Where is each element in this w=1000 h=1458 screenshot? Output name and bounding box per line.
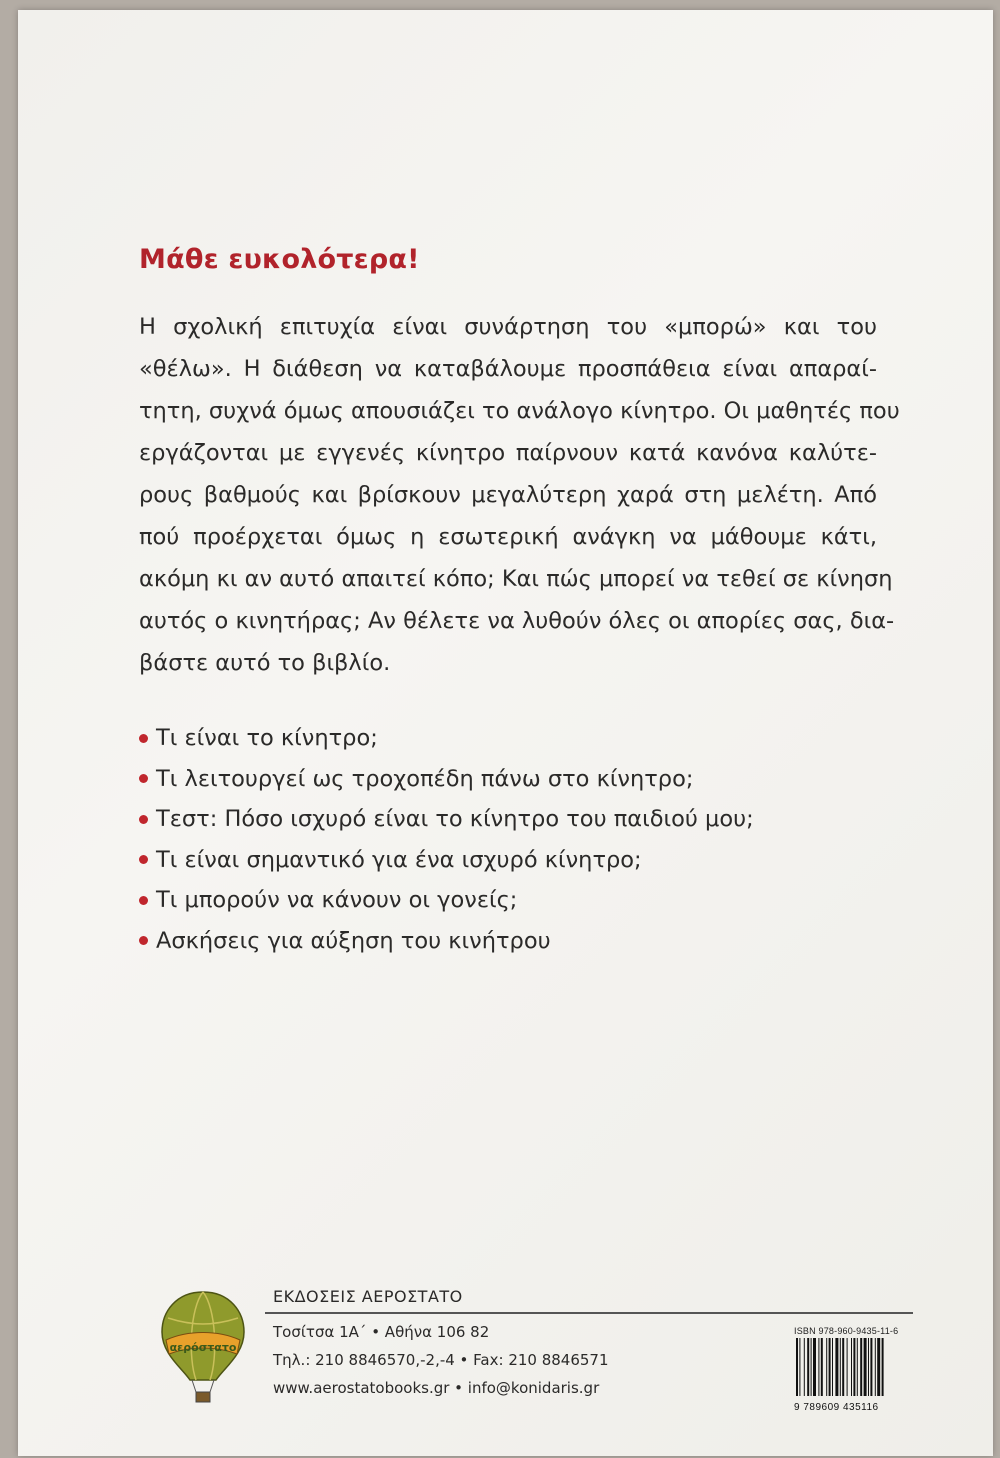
barcode-bar bbox=[870, 1338, 872, 1396]
barcode-bar bbox=[853, 1338, 855, 1396]
paragraph-line: αυτός ο κινητήρας; Αν θέλετε να λυθούν όλες οι απορίες σας, δια- bbox=[139, 608, 895, 634]
paragraph-line: ακόμη κι αν αυτό απαιτεί κόπο; Και πώς μπορεί να τεθεί σε κίνηση bbox=[139, 566, 893, 592]
isbn-barcode bbox=[794, 1326, 916, 1418]
paragraph-line: ρους βαθμούς και βρίσκουν μεγαλύτερη χαρά στη μελέτη. Από bbox=[139, 482, 877, 508]
bullet-dot-icon bbox=[139, 896, 148, 905]
publisher-web-email: www.aerostatobooks.gr • info@konidaris.gr bbox=[273, 1379, 600, 1397]
cover-heading: Μάθε ευκολότερα! bbox=[139, 244, 420, 275]
bullet-dot-icon bbox=[139, 774, 148, 783]
barcode-bar bbox=[868, 1338, 869, 1396]
bullet-text: Τι λειτουργεί ως τροχοπέδη πάνω στο κίνητρο; bbox=[156, 765, 694, 792]
barcode-bar bbox=[842, 1338, 844, 1396]
bullet-item bbox=[139, 759, 754, 800]
publisher-divider bbox=[265, 1312, 913, 1314]
publisher-name: ΕΚΔΟΣΕΙΣ ΑΕΡΟΣΤΑΤΟ bbox=[273, 1287, 463, 1306]
paragraph-line: Η σχολική επιτυχία είναι συνάρτηση του «μπορώ» και του bbox=[139, 314, 877, 340]
paragraph-line: «θέλω». Η διάθεση να καταβάλουμε προσπάθεια είναι απαραί- bbox=[139, 356, 877, 382]
paragraph-line: εργάζονται με εγγενές κίνητρο παίρνουν κατά κανόνα καλύτε- bbox=[139, 440, 877, 466]
isbn-label: ISBN 978-960-9435-11-6 bbox=[794, 1326, 899, 1336]
paragraph-line: βάστε αυτό το βιβλίο. bbox=[139, 650, 391, 676]
barcode-bar bbox=[877, 1338, 880, 1396]
bullet-item bbox=[139, 880, 754, 921]
bullet-text: Ασκήσεις για αύξηση του κινήτρου bbox=[156, 927, 551, 954]
barcode-bar bbox=[826, 1338, 827, 1396]
barcode-bar bbox=[821, 1338, 823, 1396]
barcode-bar bbox=[829, 1338, 831, 1396]
publisher-phones: Τηλ.: 210 8846570,-2,-4 • Fax: 210 8846571 bbox=[273, 1351, 609, 1369]
bullet-dot-icon bbox=[139, 855, 148, 864]
barcode-bar bbox=[882, 1338, 884, 1396]
barcode-number: 9 789609 435116 bbox=[794, 1402, 879, 1413]
bullet-dot-icon bbox=[139, 815, 148, 824]
barcode-bar bbox=[813, 1338, 816, 1396]
bullet-item bbox=[139, 718, 754, 759]
bullet-text: Τεστ: Πόσο ισχυρό είναι το κίνητρο του παιδιού μου; bbox=[156, 806, 754, 832]
description-paragraph bbox=[139, 306, 900, 684]
barcode-bar bbox=[799, 1338, 800, 1396]
barcode-bar bbox=[835, 1338, 838, 1396]
book-back-cover bbox=[18, 10, 993, 1456]
barcode-bar bbox=[864, 1338, 867, 1396]
publisher-balloon-logo-icon bbox=[158, 1288, 248, 1408]
barcode-bar bbox=[796, 1338, 798, 1396]
barcode-bar bbox=[857, 1338, 858, 1396]
barcode-bar bbox=[811, 1338, 812, 1396]
bullet-dot-icon bbox=[139, 734, 148, 743]
logo-text: αερόστατο bbox=[169, 1341, 237, 1354]
paragraph-line: τητη, συχνά όμως απουσιάζει το ανάλογο κίνητρο. Οι μαθητές που bbox=[139, 398, 900, 424]
barcode-bars-icon bbox=[794, 1336, 916, 1398]
barcode-bar bbox=[851, 1338, 852, 1396]
topic-bullet-list bbox=[139, 718, 754, 961]
paragraph-line: πού προέρχεται όμως η εσωτερική ανάγκη να μάθουμε κάτι, bbox=[139, 524, 877, 550]
barcode-bar bbox=[847, 1338, 848, 1396]
barcode-bar bbox=[875, 1338, 876, 1396]
bullet-item bbox=[139, 921, 754, 962]
barcode-bar bbox=[807, 1338, 809, 1396]
publisher-address: Τοσίτσα 1Α΄ • Αθήνα 106 82 bbox=[273, 1323, 490, 1341]
bullet-item bbox=[139, 840, 754, 881]
bullet-item bbox=[139, 799, 754, 840]
barcode-bar bbox=[840, 1338, 841, 1396]
bullet-dot-icon bbox=[139, 936, 148, 945]
barcode-bar bbox=[804, 1338, 805, 1396]
bullet-text: Τι είναι σημαντικό για ένα ισχυρό κίνητρο; bbox=[156, 846, 642, 873]
bullet-text: Τι μπορούν να κάνουν οι γονείς; bbox=[156, 887, 518, 913]
bullet-text: Τι είναι το κίνητρο; bbox=[156, 725, 378, 751]
barcode-bar bbox=[860, 1338, 862, 1396]
barcode-bar bbox=[832, 1338, 833, 1396]
barcode-bar bbox=[818, 1338, 819, 1396]
